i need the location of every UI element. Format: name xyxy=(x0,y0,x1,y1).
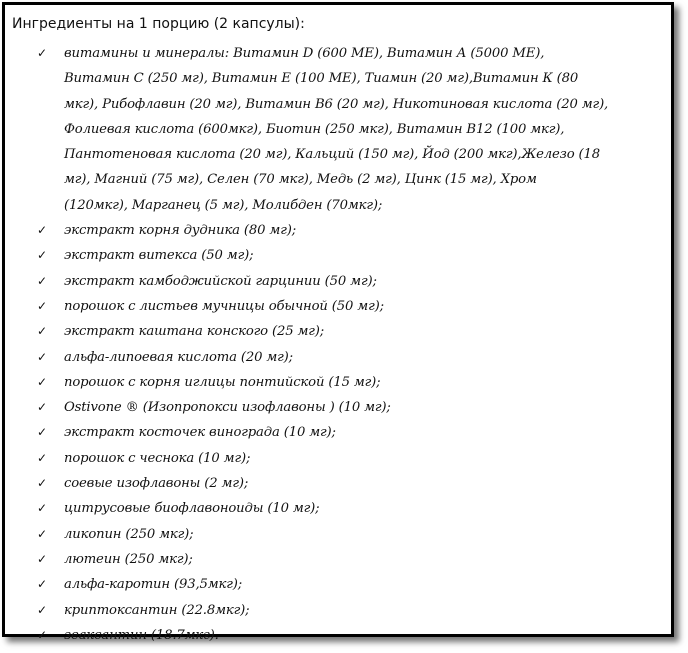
ingredients-title: Ингредиенты на 1 порцию (2 капсулы): xyxy=(12,16,305,32)
list-item xyxy=(5,598,677,623)
ingredient-text: ликопин (250 мкг); xyxy=(64,526,194,542)
list-item xyxy=(5,623,677,648)
list-item xyxy=(5,269,677,294)
ingredient-text: лютеин (250 мкг); xyxy=(64,551,193,567)
checkmark-icon: ✓ xyxy=(37,273,47,288)
checkmark-icon: ✓ xyxy=(37,526,47,541)
ingredient-text: экстракт камбоджийской гарцинии (50 мг); xyxy=(64,273,377,289)
list-item xyxy=(5,218,677,243)
list-item xyxy=(5,471,677,496)
list-item xyxy=(5,243,677,268)
ingredient-text: экстракт косточек винограда (10 мг); xyxy=(64,425,336,441)
list-item xyxy=(5,420,677,445)
ingredients-list xyxy=(5,41,677,648)
list-item xyxy=(5,395,677,420)
checkmark-icon: ✓ xyxy=(37,298,47,313)
list-item xyxy=(5,572,677,597)
list-item xyxy=(5,370,677,395)
ingredient-text-line: мг), Магний (75 мг), Селен (70 мкг), Медь (2 мг), Цинк (15 мг), Хром xyxy=(64,172,537,188)
checkmark-icon: ✓ xyxy=(37,551,47,566)
ingredient-text-line: Пантотеновая кислота (20 мг), Кальций (150 мг), Йод (200 мкг),Железо (18 xyxy=(64,147,601,163)
ingredient-text: цитрусовые биофлавоноиды (10 мг); xyxy=(64,501,320,517)
list-item xyxy=(5,496,677,521)
checkmark-icon: ✓ xyxy=(37,602,47,617)
ingredient-text: соевые изофлавоны (2 мг); xyxy=(64,476,249,492)
ingredient-text: порошок с корня иглицы понтийской (15 мг); xyxy=(64,374,381,390)
checkmark-icon: ✓ xyxy=(37,349,47,364)
list-item-vitamins-minerals xyxy=(5,41,677,218)
ingredients-panel xyxy=(2,2,674,643)
ingredient-text-line: Витамин С (250 мг), Витамин Е (100 МЕ), Тиамин (20 мг),Витамин К (80 xyxy=(64,71,579,87)
checkmark-icon: ✓ xyxy=(37,46,47,60)
ingredient-text-line: Фолиевая кислота (600мкг), Биотин (250 мкг), Витамин В12 (100 мкг), xyxy=(64,121,565,137)
list-item xyxy=(5,319,677,344)
ingredient-text: альфа-каротин (93,5мкг); xyxy=(64,577,243,593)
checkmark-icon: ✓ xyxy=(37,400,47,415)
checkmark-icon: ✓ xyxy=(37,324,47,339)
ingredient-text: экстракт каштана конского (25 мг); xyxy=(64,324,325,340)
ingredient-text: экстракт витекса (50 мг); xyxy=(64,248,254,264)
list-item xyxy=(5,294,677,319)
ingredient-text-line: мкг), Рибофлавин (20 мг), Витамин В6 (20 мг), Никотиновая кислота (20 мг), xyxy=(64,96,609,112)
ingredient-text-line: (120мкг), Марганец (5 мг), Молибден (70мкг); xyxy=(64,197,383,213)
checkmark-icon: ✓ xyxy=(37,627,47,642)
checkmark-icon: ✓ xyxy=(37,501,47,516)
list-item xyxy=(5,345,677,370)
checkmark-icon: ✓ xyxy=(37,374,47,389)
ingredient-text: криптоксантин (22.8мкг); xyxy=(64,602,250,618)
checkmark-icon: ✓ xyxy=(37,248,47,263)
ingredient-text: альфа-липоевая кислота (20 мг); xyxy=(64,349,293,365)
ingredient-text: порошок с листьев мучницы обычной (50 мг); xyxy=(64,298,384,314)
checkmark-icon: ✓ xyxy=(37,450,47,465)
list-item xyxy=(5,446,677,471)
checkmark-icon: ✓ xyxy=(37,425,47,440)
ingredient-text: Ostivone ® (Изопропокси изофлавоны ) (10 мг); xyxy=(64,400,391,416)
checkmark-icon: ✓ xyxy=(37,476,47,491)
ingredient-text-line: витамины и минералы: Витамин D (600 МЕ), Витамин А (5000 МЕ), xyxy=(64,46,545,61)
ingredient-text: экстракт корня дудника (80 мг); xyxy=(64,223,297,239)
ingredient-text: зеаксантин (18.7мкг). xyxy=(64,627,219,643)
checkmark-icon: ✓ xyxy=(37,577,47,592)
checkmark-icon: ✓ xyxy=(37,223,47,238)
ingredient-text: порошок с чеснока (10 мг); xyxy=(64,450,251,466)
list-item xyxy=(5,522,677,547)
list-item xyxy=(5,547,677,572)
